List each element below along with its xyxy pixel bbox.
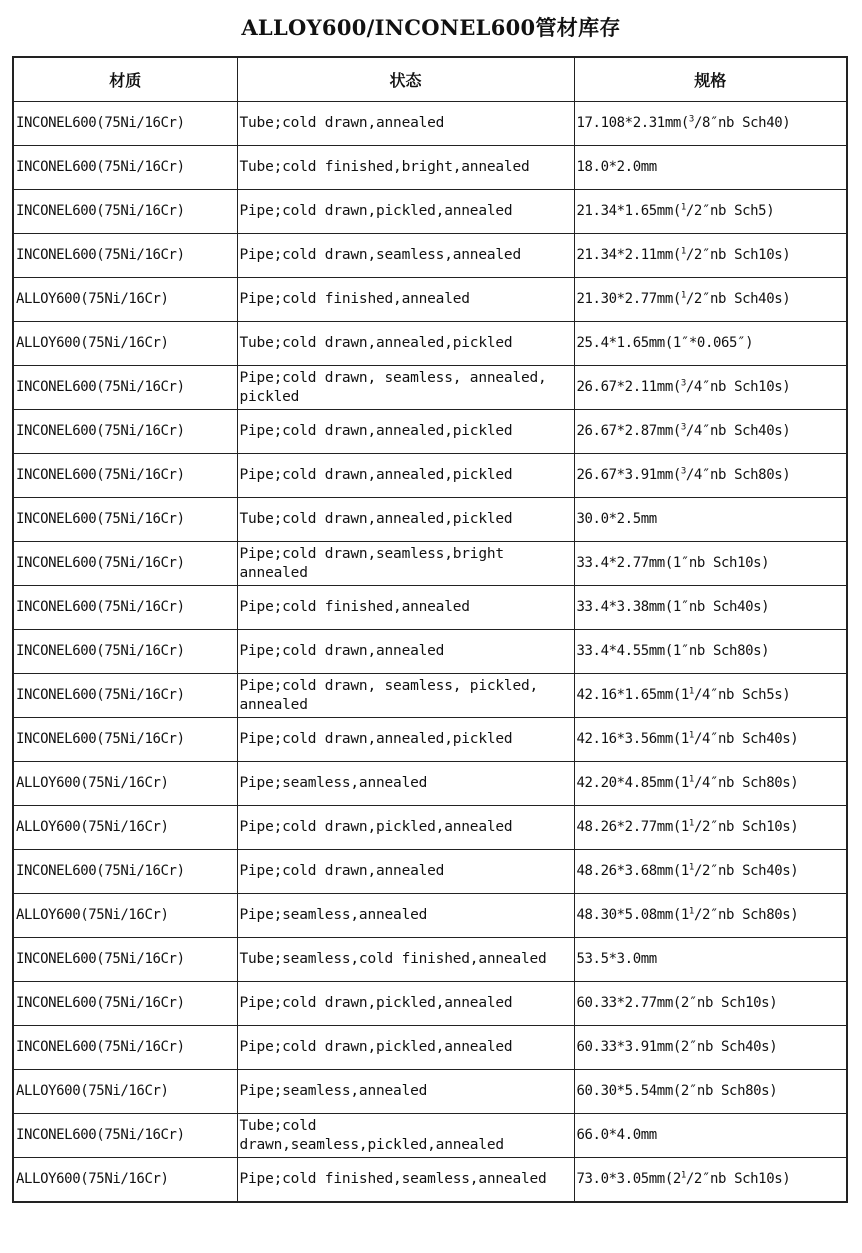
spec-fraction-numerator: 1 bbox=[680, 246, 686, 257]
spec-text: 30.0*2.5mm bbox=[576, 511, 657, 527]
cell-spec bbox=[574, 982, 847, 1026]
cell-material: ALLOY600(75Ni/16Cr) bbox=[13, 1158, 237, 1203]
cell-material: INCONEL600(75Ni/16Cr) bbox=[13, 234, 237, 278]
cell-spec bbox=[574, 630, 847, 674]
column-header-material: 材质 bbox=[13, 57, 237, 102]
cell-spec bbox=[574, 674, 847, 718]
cell-state: Tube;cold drawn,annealed,pickled bbox=[237, 322, 574, 366]
cell-state: Tube;seamless,cold finished,annealed bbox=[237, 938, 574, 982]
table-row bbox=[13, 1158, 847, 1203]
spec-fraction-numerator: 1 bbox=[688, 774, 694, 785]
spec-text: /4″nb Sch80s) bbox=[693, 775, 799, 791]
cell-material: INCONEL600(75Ni/16Cr) bbox=[13, 410, 237, 454]
cell-spec bbox=[574, 1026, 847, 1070]
cell-spec bbox=[574, 850, 847, 894]
spec-text: 26.67*2.11mm( bbox=[576, 379, 681, 395]
cell-material: INCONEL600(75Ni/16Cr) bbox=[13, 850, 237, 894]
cell-material: INCONEL600(75Ni/16Cr) bbox=[13, 1026, 237, 1070]
cell-spec bbox=[574, 806, 847, 850]
table-row bbox=[13, 146, 847, 190]
cell-material: ALLOY600(75Ni/16Cr) bbox=[13, 278, 237, 322]
spec-text: /2″nb Sch10s) bbox=[693, 819, 799, 835]
table-row bbox=[13, 1026, 847, 1070]
cell-spec bbox=[574, 234, 847, 278]
table-row bbox=[13, 718, 847, 762]
cell-state: Pipe;cold finished,annealed bbox=[237, 586, 574, 630]
spec-text: 26.67*3.91mm( bbox=[576, 467, 681, 483]
cell-state: Pipe;seamless,annealed bbox=[237, 762, 574, 806]
table-row bbox=[13, 674, 847, 718]
cell-spec bbox=[574, 498, 847, 542]
cell-state: Tube;cold drawn,annealed bbox=[237, 102, 574, 146]
cell-material: INCONEL600(75Ni/16Cr) bbox=[13, 498, 237, 542]
spec-text: 33.4*2.77mm(1″nb Sch10s) bbox=[576, 555, 770, 571]
cell-state: Tube;cold drawn,seamless,pickled,annealed bbox=[237, 1114, 574, 1158]
cell-state: Pipe;cold drawn,annealed bbox=[237, 850, 574, 894]
cell-spec bbox=[574, 894, 847, 938]
spec-text: 26.67*2.87mm( bbox=[576, 423, 681, 439]
cell-state: Pipe;cold finished,seamless,annealed bbox=[237, 1158, 574, 1203]
cell-material: INCONEL600(75Ni/16Cr) bbox=[13, 366, 237, 410]
spec-text: 48.26*3.68mm(1 bbox=[576, 863, 689, 879]
spec-text: /2″nb Sch5) bbox=[685, 203, 775, 219]
spec-fraction-numerator: 3 bbox=[680, 378, 686, 389]
spec-text: 21.34*1.65mm( bbox=[576, 203, 681, 219]
spec-text: 25.4*1.65mm(1″*0.065″) bbox=[576, 335, 754, 351]
spec-text: 60.33*2.77mm(2″nb Sch10s) bbox=[576, 995, 778, 1011]
table-row bbox=[13, 498, 847, 542]
cell-material: ALLOY600(75Ni/16Cr) bbox=[13, 806, 237, 850]
table-row bbox=[13, 278, 847, 322]
cell-spec bbox=[574, 410, 847, 454]
spec-text: /4″nb Sch80s) bbox=[685, 467, 791, 483]
cell-spec bbox=[574, 1158, 847, 1203]
spec-text: /8″nb Sch40) bbox=[693, 115, 791, 131]
table-row bbox=[13, 982, 847, 1026]
spec-text: 60.33*3.91mm(2″nb Sch40s) bbox=[576, 1039, 778, 1055]
cell-state: Pipe;cold drawn, seamless, annealed, pickled bbox=[237, 366, 574, 410]
table-row bbox=[13, 190, 847, 234]
cell-spec bbox=[574, 762, 847, 806]
spec-fraction-numerator: 1 bbox=[688, 818, 694, 829]
cell-spec bbox=[574, 190, 847, 234]
cell-spec bbox=[574, 278, 847, 322]
cell-state: Pipe;seamless,annealed bbox=[237, 894, 574, 938]
spec-fraction-numerator: 3 bbox=[688, 114, 694, 125]
spec-text: /4″nb Sch40s) bbox=[693, 731, 799, 747]
cell-spec bbox=[574, 322, 847, 366]
cell-state: Pipe;cold drawn, seamless, pickled, annealed bbox=[237, 674, 574, 718]
spec-text: 66.0*4.0mm bbox=[576, 1127, 657, 1143]
cell-material: INCONEL600(75Ni/16Cr) bbox=[13, 586, 237, 630]
cell-state: Pipe;seamless,annealed bbox=[237, 1070, 574, 1114]
table-row bbox=[13, 894, 847, 938]
table-header bbox=[13, 57, 847, 102]
spec-text: 48.30*5.08mm(1 bbox=[576, 907, 689, 923]
header-row bbox=[13, 57, 847, 102]
cell-state: Pipe;cold drawn,pickled,annealed bbox=[237, 982, 574, 1026]
spec-text: 42.16*3.56mm(1 bbox=[576, 731, 689, 747]
spec-fraction-numerator: 1 bbox=[688, 906, 694, 917]
spec-text: 33.4*3.38mm(1″nb Sch40s) bbox=[576, 599, 770, 615]
spec-text: /2″nb Sch80s) bbox=[693, 907, 799, 923]
cell-state: Pipe;cold drawn,annealed,pickled bbox=[237, 410, 574, 454]
table-row bbox=[13, 102, 847, 146]
cell-material: INCONEL600(75Ni/16Cr) bbox=[13, 718, 237, 762]
spec-text: /4″nb Sch40s) bbox=[685, 423, 791, 439]
spec-text: 53.5*3.0mm bbox=[576, 951, 657, 967]
cell-state: Pipe;cold drawn,annealed bbox=[237, 630, 574, 674]
cell-material: INCONEL600(75Ni/16Cr) bbox=[13, 454, 237, 498]
spec-text: 21.30*2.77mm( bbox=[576, 291, 681, 307]
spec-fraction-numerator: 3 bbox=[680, 466, 686, 477]
spec-fraction-numerator: 1 bbox=[688, 730, 694, 741]
cell-spec bbox=[574, 542, 847, 586]
table-row bbox=[13, 366, 847, 410]
spec-text: 21.34*2.11mm( bbox=[576, 247, 681, 263]
cell-material: INCONEL600(75Ni/16Cr) bbox=[13, 674, 237, 718]
table-row bbox=[13, 762, 847, 806]
table-row bbox=[13, 806, 847, 850]
spec-text: 17.108*2.31mm( bbox=[576, 115, 689, 131]
spec-text: 18.0*2.0mm bbox=[576, 159, 657, 175]
table-row bbox=[13, 1070, 847, 1114]
spec-text: 60.30*5.54mm(2″nb Sch80s) bbox=[576, 1083, 778, 1099]
column-header-spec: 规格 bbox=[574, 57, 847, 102]
cell-material: INCONEL600(75Ni/16Cr) bbox=[13, 1114, 237, 1158]
table-row bbox=[13, 234, 847, 278]
spec-fraction-numerator: 1 bbox=[680, 1170, 686, 1181]
cell-spec bbox=[574, 454, 847, 498]
spec-text: /2″nb Sch40s) bbox=[693, 863, 799, 879]
spec-fraction-numerator: 1 bbox=[680, 290, 686, 301]
table-row bbox=[13, 454, 847, 498]
cell-material: ALLOY600(75Ni/16Cr) bbox=[13, 894, 237, 938]
cell-spec bbox=[574, 1070, 847, 1114]
page-title: ALLOY600/INCONEL600管材库存 bbox=[241, 15, 621, 40]
cell-material: INCONEL600(75Ni/16Cr) bbox=[13, 542, 237, 586]
cell-state: Pipe;cold drawn,seamless,bright annealed bbox=[237, 542, 574, 586]
cell-material: ALLOY600(75Ni/16Cr) bbox=[13, 322, 237, 366]
cell-state: Pipe;cold drawn,pickled,annealed bbox=[237, 806, 574, 850]
cell-material: INCONEL600(75Ni/16Cr) bbox=[13, 982, 237, 1026]
cell-spec bbox=[574, 102, 847, 146]
table-row bbox=[13, 850, 847, 894]
table-row bbox=[13, 938, 847, 982]
cell-material: INCONEL600(75Ni/16Cr) bbox=[13, 102, 237, 146]
cell-spec bbox=[574, 366, 847, 410]
table-row bbox=[13, 1114, 847, 1158]
spec-text: 42.20*4.85mm(1 bbox=[576, 775, 689, 791]
table-row bbox=[13, 322, 847, 366]
cell-state: Pipe;cold drawn,pickled,annealed bbox=[237, 1026, 574, 1070]
spec-text: 42.16*1.65mm(1 bbox=[576, 687, 689, 703]
cell-state: Pipe;cold drawn,pickled,annealed bbox=[237, 190, 574, 234]
cell-spec bbox=[574, 146, 847, 190]
spec-text: 33.4*4.55mm(1″nb Sch80s) bbox=[576, 643, 770, 659]
cell-spec bbox=[574, 1114, 847, 1158]
cell-state: Tube;cold drawn,annealed,pickled bbox=[237, 498, 574, 542]
table-row bbox=[13, 586, 847, 630]
spec-text: /2″nb Sch40s) bbox=[685, 291, 791, 307]
spec-text: /2″nb Sch10s) bbox=[685, 247, 791, 263]
cell-material: ALLOY600(75Ni/16Cr) bbox=[13, 762, 237, 806]
cell-state: Tube;cold finished,bright,annealed bbox=[237, 146, 574, 190]
cell-state: Pipe;cold drawn,annealed,pickled bbox=[237, 454, 574, 498]
cell-spec bbox=[574, 718, 847, 762]
cell-material: ALLOY600(75Ni/16Cr) bbox=[13, 1070, 237, 1114]
cell-material: INCONEL600(75Ni/16Cr) bbox=[13, 630, 237, 674]
table-row bbox=[13, 410, 847, 454]
spec-text: /2″nb Sch10s) bbox=[685, 1171, 791, 1187]
cell-material: INCONEL600(75Ni/16Cr) bbox=[13, 146, 237, 190]
spec-fraction-numerator: 3 bbox=[680, 422, 686, 433]
spec-fraction-numerator: 1 bbox=[688, 862, 694, 873]
spec-fraction-numerator: 1 bbox=[680, 202, 686, 213]
cell-spec bbox=[574, 938, 847, 982]
cell-material: INCONEL600(75Ni/16Cr) bbox=[13, 190, 237, 234]
cell-spec bbox=[574, 586, 847, 630]
spec-text: /4″nb Sch5s) bbox=[693, 687, 791, 703]
table-row bbox=[13, 630, 847, 674]
cell-material: INCONEL600(75Ni/16Cr) bbox=[13, 938, 237, 982]
spec-text: 73.0*3.05mm(2 bbox=[576, 1171, 681, 1187]
column-header-state: 状态 bbox=[237, 57, 574, 102]
table-row bbox=[13, 542, 847, 586]
spec-fraction-numerator: 1 bbox=[688, 686, 694, 697]
spec-text: 48.26*2.77mm(1 bbox=[576, 819, 689, 835]
table-body bbox=[13, 102, 847, 1203]
cell-state: Pipe;cold drawn,annealed,pickled bbox=[237, 718, 574, 762]
spec-text: /4″nb Sch10s) bbox=[685, 379, 791, 395]
cell-state: Pipe;cold drawn,seamless,annealed bbox=[237, 234, 574, 278]
stock-table bbox=[12, 56, 848, 1203]
cell-state: Pipe;cold finished,annealed bbox=[237, 278, 574, 322]
